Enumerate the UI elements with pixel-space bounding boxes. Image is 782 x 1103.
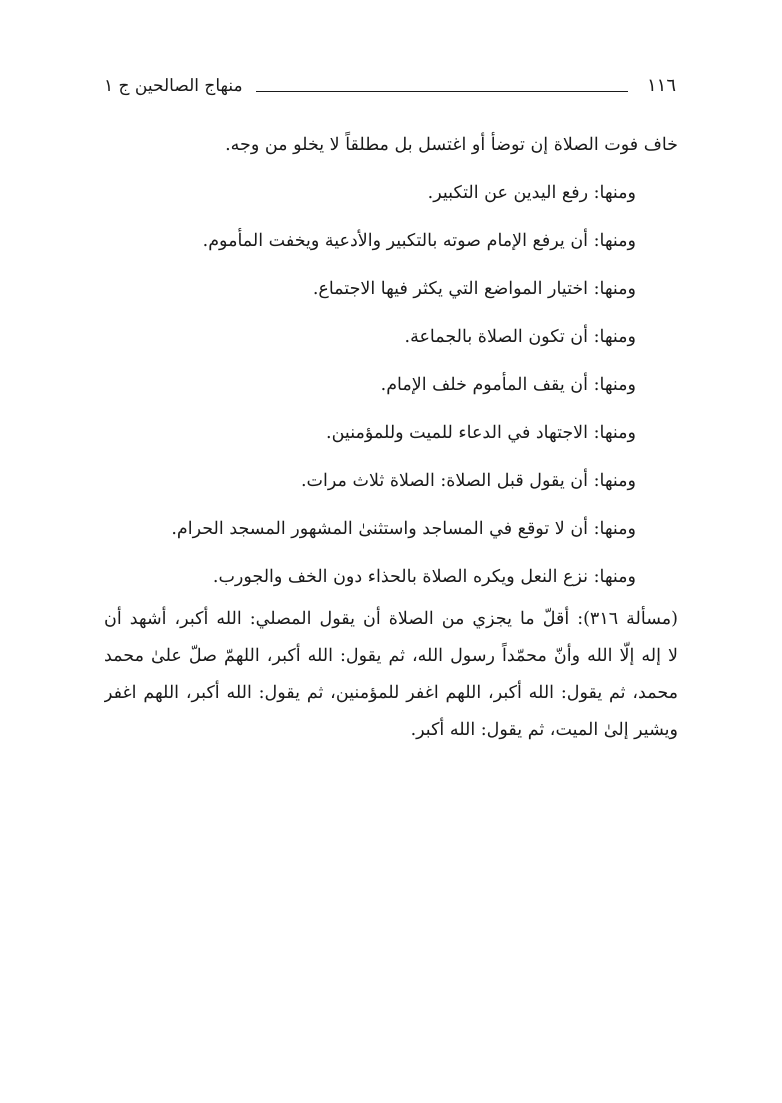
text-line-item: ومنها: أن يقف المأموم خلف الإمام. — [380, 375, 636, 395]
text-line-item: ومنها: أن يقول قبل الصلاة: الصلاة ثلاث مرات. — [300, 471, 636, 491]
issue-line: لا إله إلّا الله وأنّ محمّداً رسول الله، ثم يقول: الله أكبر، اللهمّ صلّ علىٰ محمد — [104, 646, 678, 666]
text-line-item: ومنها: أن يرفع الإمام صوته بالتكبير والأدعية ويخفت المأموم. — [202, 231, 636, 251]
text-line-item: ومنها: نزع النعل ويكره الصلاة بالحذاء دون الخف والجورب. — [212, 567, 636, 587]
issue-line-last: ويشير إلىٰ الميت، ثم يقول: الله أكبر. — [410, 720, 678, 740]
body-text — [104, 121, 678, 749]
issue-line: محمد، ثم يقول: الله أكبر، اللهم اغفر للمؤمنين، ثم يقول: الله أكبر، اللهم اغفر — [104, 683, 678, 703]
text-line-continuation: خاف فوت الصلاة إن توضأ أو اغتسل بل مطلقاً لا يخلو من وجه. — [225, 135, 678, 155]
text-line-item: ومنها: اختيار المواضع التي يكثر فيها الاجتماع. — [312, 279, 636, 299]
text-line-item: ومنها: الاجتهاد في الدعاء للميت وللمؤمنين. — [326, 423, 636, 443]
text-line-item: ومنها: أن تكون الصلاة بالجماعة. — [404, 327, 636, 347]
text-line-item: ومنها: أن لا توقع في المساجد واستثنىٰ المشهور المسجد الحرام. — [171, 519, 636, 539]
running-title: منهاج الصالحين ج ١ — [104, 76, 243, 96]
header-rule — [256, 91, 628, 92]
page-header — [104, 70, 676, 104]
issue-line: (مسألة ٣١٦): أقلّ ما يجزي من الصلاة أن يقول المصلي: الله أكبر، أشهد أن — [104, 609, 678, 629]
page-number: ١١٦ — [646, 75, 676, 96]
text-line-item: ومنها: رفع اليدين عن التكبير. — [427, 183, 636, 203]
